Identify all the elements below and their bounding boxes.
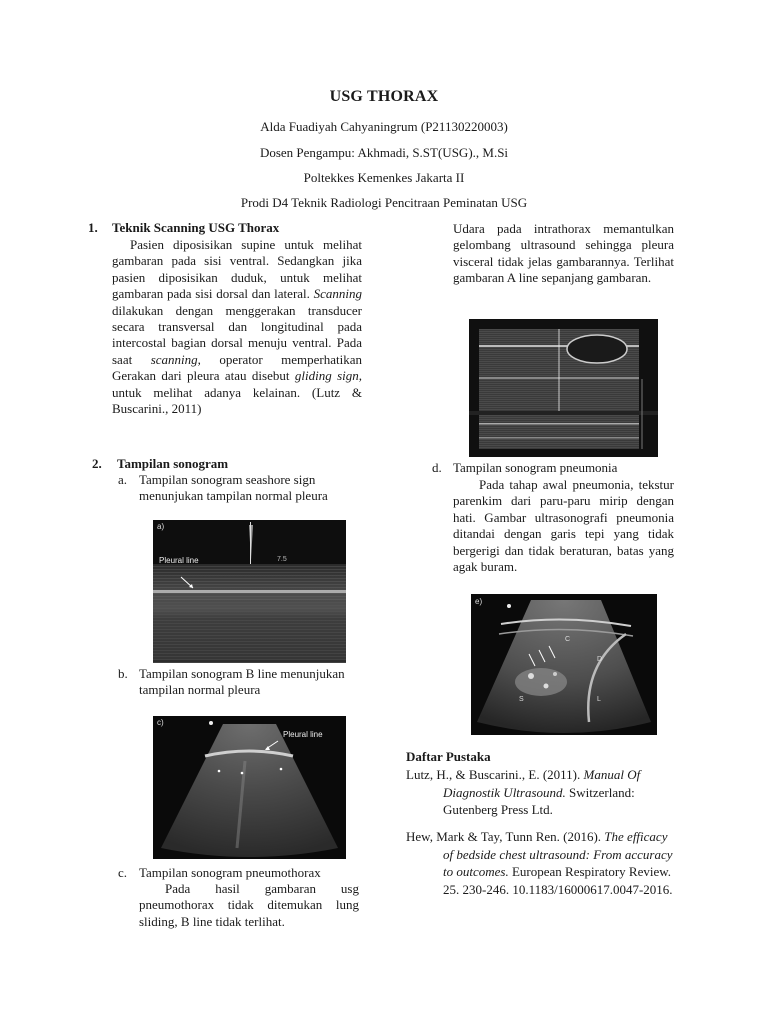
section-1-number: 1. [88, 220, 98, 235]
s1-gliding-sign: gliding sign, [294, 368, 362, 384]
seashore-sign-sonogram [153, 520, 346, 663]
item-c-text: Pada hasil gambaran usg pneumothorax tidak ditemukan lung sliding, B line tidak terlihat. [139, 881, 359, 929]
item-c-letter: c. [118, 865, 128, 880]
ref-2-rest: European Respiratory Review. 25. 230-246. 10.1183/16000617.0047-2016. [443, 864, 673, 897]
item-c-heading: Tampilan sonogram pneumothorax [139, 865, 321, 880]
pneumothorax-sonogram [469, 319, 658, 457]
s1-scanning-2: scanning, [150, 351, 201, 367]
pleural-line-annotation-a: Pleural line [159, 556, 199, 565]
item-b-letter: b. [118, 666, 128, 681]
reference-1 [406, 766, 674, 819]
lecturer-line: Dosen Pengampu: Akhmadi, S.ST(USG)., M.Si [259, 145, 509, 160]
author-line: Alda Fuadiyah Cahyaningrum (P21130220003) [260, 119, 508, 134]
ref-1-rest: Switzerland: Gutenberg Press Ltd. [443, 784, 635, 817]
image-a-label: a) [157, 522, 165, 531]
item-a-text: Tampilan sonogram seashore sign menunjukan tampilan normal pleura [139, 472, 328, 504]
s1-text-2: dilakukan dengan menggerakan transducer secara transversal dan longitudinal pada intercostal bagian dorsal menuju ventral. Pada saat [112, 302, 362, 367]
pneumonia-sonogram [471, 594, 657, 735]
image-c-label: c) [157, 718, 164, 727]
image-a-scale: 7.5 [277, 556, 287, 563]
item-d-heading: Tampilan sonogram pneumonia [453, 460, 618, 475]
image-e-letter-s: S [519, 696, 524, 703]
item-b-text: Tampilan sonogram B line menunjukan tampilan normal pleura [139, 666, 345, 698]
ref-2-authors: Hew, Mark & Tay, Tunn Ren. (2016). [406, 829, 602, 844]
section-1-paragraph [112, 237, 362, 417]
item-d-letter: d. [432, 460, 442, 475]
image-e-letter-l: L [597, 696, 601, 703]
ref-2-title: The efficacy of bedside chest ultrasound: From accuracy to outcomes. [443, 829, 673, 879]
program-line: Prodi D4 Teknik Radiologi Pencitraan Peminatan USG [240, 195, 528, 210]
s1-text-4: untuk melihat adanya kelainan. (Lutz & Buscarini., 2011) [112, 384, 362, 417]
institution-line: Poltekkes Kemenkes Jakarta II [303, 170, 465, 185]
item-c-continuation: Udara pada intrathorax memantulkan gelombang ultrasound sehingga pleura visceral tidak jelas gambarannya. Terlihat gambaran A line sepanjang gambaran. [453, 221, 674, 286]
reference-2 [406, 828, 674, 898]
references-heading: Daftar Pustaka [406, 749, 491, 764]
section-2-heading: Tampilan sonogram [117, 456, 229, 471]
section-2-number: 2. [92, 456, 102, 471]
item-a-letter: a. [118, 472, 128, 487]
pleural-line-annotation-b: Pleural line [283, 730, 323, 739]
s1-text-3: operator memperhatikan Gerakan dari pleura atau disebut [112, 351, 362, 384]
image-e-letter-c: C [565, 636, 571, 643]
image-e-letter-d: D [597, 656, 603, 663]
image-e-label: e) [475, 597, 483, 606]
ref-1-authors: Lutz, H., & Buscarini., E. (2011). [406, 767, 581, 782]
ref-1-title: Manual Of Diagnostik Ultrasound. [443, 767, 641, 800]
item-d-text: Pada tahap awal pneumonia, tekstur parenkim dari paru-paru mirip dengan hati. Gambar ultrasonografi pneumonia ditandai dengan garis tepi yang tidak bergerigi dan tidak beraturan, batas yang agak buram. [453, 477, 674, 575]
document-title: USG THORAX [329, 88, 439, 105]
s1-text-1: Pasien diposisikan supine untuk melihat gambaran pada sisi ventral. Sedangkan jika pasien diposisikan duduk, untuk melihat gambaran pada sisi dorsal dan lateral. [112, 237, 362, 302]
b-line-sonogram [153, 716, 346, 859]
section-1-heading: Teknik Scanning USG Thorax [112, 220, 280, 235]
s1-scanning-1: Scanning [313, 286, 362, 302]
